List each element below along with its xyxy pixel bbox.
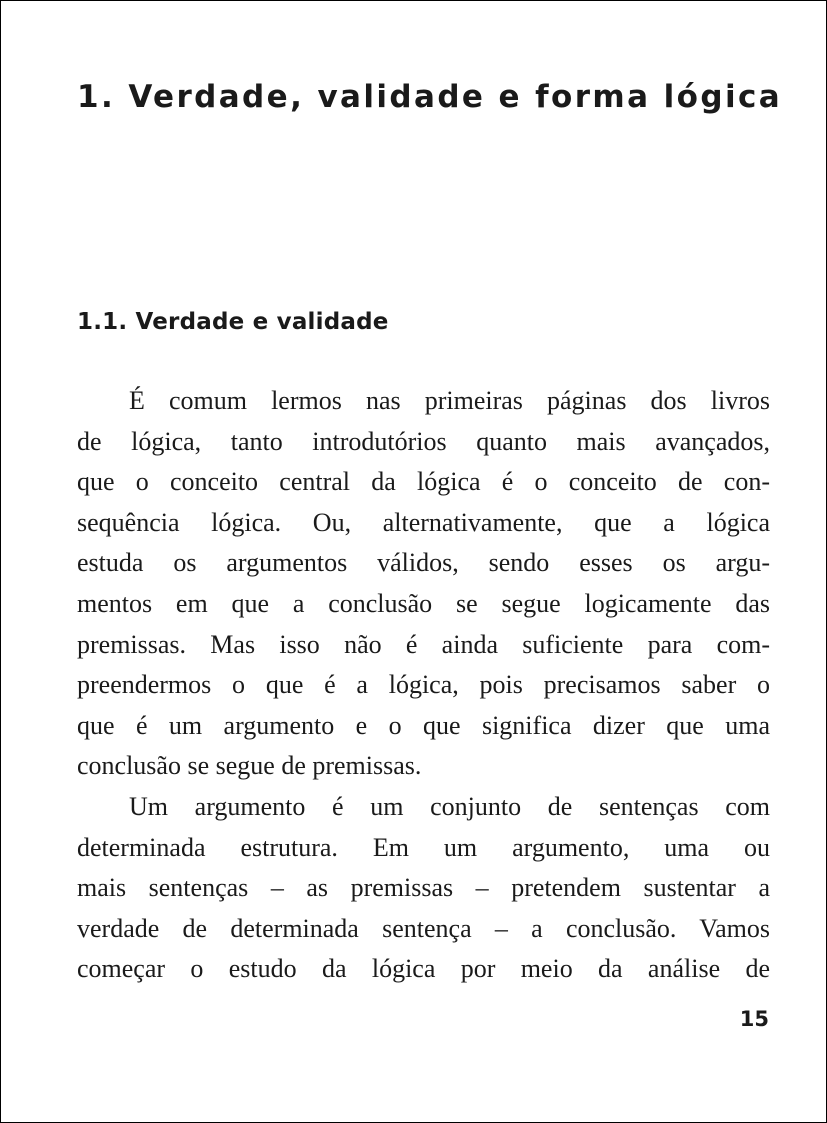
chapter-title: 1. Verdade, validade e forma lógica [77,79,783,115]
section-title: 1.1. Verdade e validade [77,309,389,335]
paragraph-1 [77,381,770,787]
paragraph-2 [77,787,770,990]
text-line: estuda os argumentos válidos, sendo esses os argu- [77,548,770,578]
text-line: Um argumento é um conjunto de sentenças com [129,792,770,821]
text-line: conclusão se segue de premissas. [77,751,422,781]
text-line: que o conceito central da lógica é o conceito de con- [77,467,770,497]
text-line: que é um argumento e o que significa dizer que uma [77,710,770,740]
text-line: sequência lógica. Ou, alternativamente, que a lógica [77,507,770,537]
text-line: de lógica, tanto introdutórios quanto mais avançados, [77,426,770,456]
text-line: mentos em que a conclusão se segue logicamente das [77,588,770,618]
text-line: determinada estrutura. Em um argumento, uma ou [77,832,770,862]
text-line: verdade de determinada sentença – a conclusão. Vamos [77,913,770,943]
text-line: começar o estudo da lógica por meio da análise de [77,954,770,984]
text-line: É comum lermos nas primeiras páginas dos livros [129,386,770,415]
text-line: preendermos o que é a lógica, pois precisamos saber o [77,670,770,700]
text-line: mais sentenças – as premissas – pretendem sustentar a [77,873,770,903]
page-number: 15 [739,1007,769,1031]
text-line: premissas. Mas isso não é ainda suficiente para com- [77,629,770,659]
